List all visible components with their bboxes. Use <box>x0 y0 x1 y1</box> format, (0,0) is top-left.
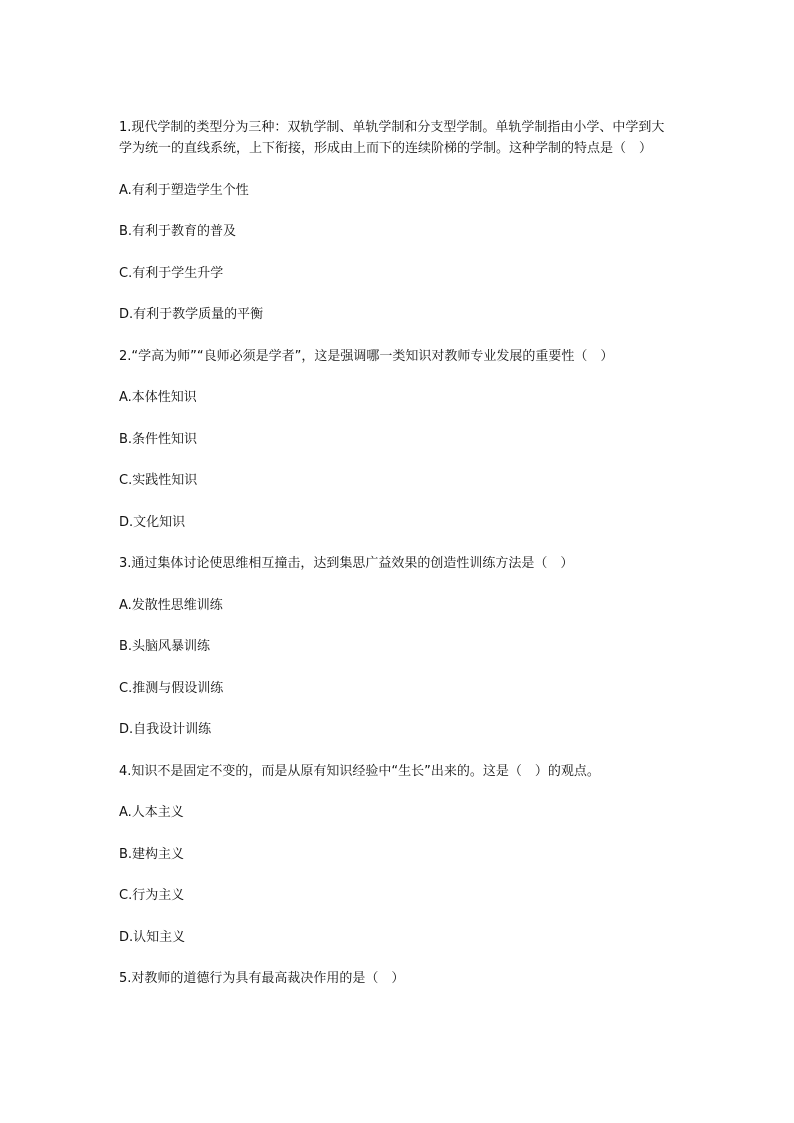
question-2-option-d: D.文化知识 <box>119 514 186 530</box>
question-2-stem: 2.“学高为师”“良师必须是学者”，这是强调哪一类知识对教师专业发展的重要性（ ） <box>119 348 614 364</box>
question-3-option-d: D.自我设计训练 <box>119 722 212 737</box>
question-4-stem: 4.知识不是固定不变的，而是从原有知识经验中“生长”出来的。这是（ ）的观点。 <box>119 763 600 779</box>
question-1-option-d: D.有利于教学质量的平衡 <box>119 307 264 322</box>
question-3-stem: 3.通过集体讨论使思维相互撞击，达到集思广益效果的创造性训练方法是（ ） <box>119 556 574 571</box>
question-1-option-b: B.有利于教育的普及 <box>119 224 237 239</box>
question-1-option-c: C.有利于学生升学 <box>119 265 224 281</box>
question-4-option-a: A.人本主义 <box>119 805 184 820</box>
question-3-option-a: A.发散性思维训练 <box>119 597 223 613</box>
question-4-option-d: D.认知主义 <box>119 929 186 945</box>
question-2-option-b: B.条件性知识 <box>119 431 198 447</box>
question-2-option-a: A.本体性知识 <box>119 390 197 405</box>
question-2-option-c: C.实践性知识 <box>119 473 198 488</box>
question-4-option-c: C.行为主义 <box>119 888 185 903</box>
question-3-option-b: B.头脑风暴训练 <box>119 639 211 654</box>
question-5-stem: 5.对教师的道德行为具有最高裁决作用的是（ ） <box>119 971 405 986</box>
question-3-option-c: C.推测与假设训练 <box>119 680 224 696</box>
question-list <box>119 117 675 989</box>
question-1-stem: 1.现代学制的类型分为三种：双轨学制、单轨学制和分支型学制。单轨学制指由小学、中学到大学为统一的直线系统，上下衔接，形成由上而下的连续阶梯的学制。这种学制的特点是（ ） <box>119 120 665 156</box>
question-1-option-a: A.有利于塑造学生个性 <box>119 182 249 198</box>
question-4-option-b: B.建构主义 <box>119 846 185 862</box>
